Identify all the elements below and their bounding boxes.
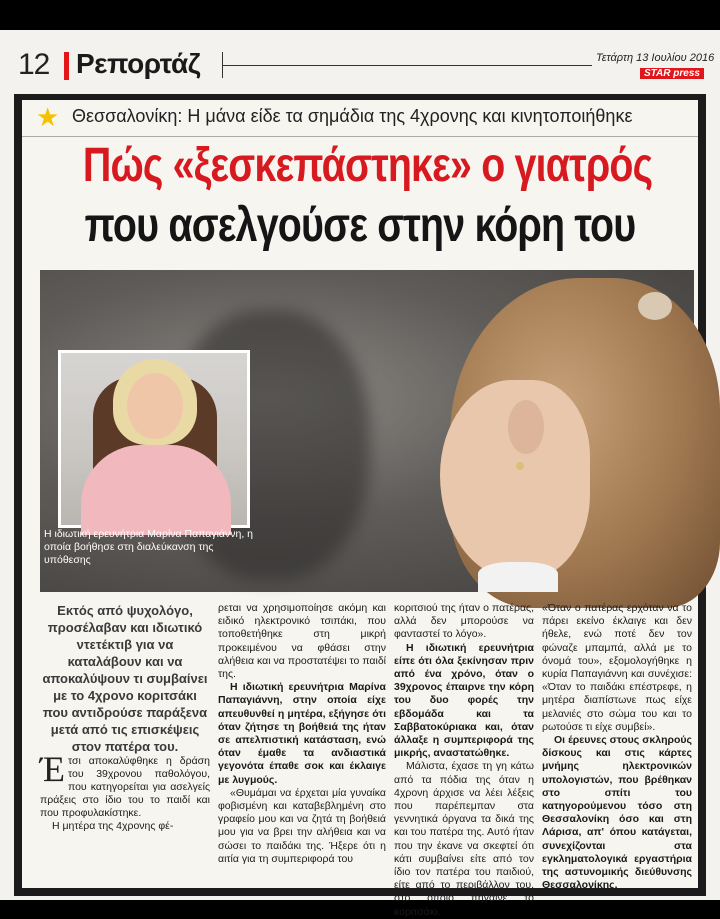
paragraph: Μάλιστα, έχασε τη γη κάτω από τα πόδια της όταν η 4χρονη άρχισε να λέει λέξεις που παρέπεμπαν στα γεννητικά όργανα τα δικά της και του πατέρα της. Αυτό ήταν που την έκανε να σκεφτεί ότι κάτι συμβαίνει είτε από τον ίδιο τον πατέρα του παιδιού, είτε από το περιβάλλον του, στο οποίο πήγαινε το κοριτσάκι. xyxy=(394,760,534,918)
text-column-2 xyxy=(218,602,386,866)
text-column-3 xyxy=(394,602,534,919)
section-marker-bar xyxy=(64,52,69,80)
photo-caption: Η ιδιωτική ερευνήτρια Μαρίνα Παπαγιάννη, η οποία βοήθησε στη διαλεύκανση της υπόθεσης xyxy=(44,528,254,566)
paragraph: «Όταν ο πατέρας ερχόταν να το πάρει εκείνο έκλαιγε και δεν ήθελε, ενώ ποτέ δεν τον φώναζε μπαμπά, αλλά με το όνομά του», εξομολογήθηκε η κυρία Παπαγιάννη και συνέχισε: «Όταν το παιδάκι επέστρεφε, η μητέρα διαπίστωνε πως είχε μελανιές στο σώμα του και το ρωτούσε τι είχε συμβεί». xyxy=(542,602,692,733)
paragraph: ρεται να χρησιμοποίησε ακόμη και ειδικό ηλεκτρονικό τσιπάκι, που τοποθετήθηκε στη μικρή προκειμένου να φθάσει στην αλήθεια και να προστατέψει το παιδί της. xyxy=(218,602,386,681)
text-column-4 xyxy=(542,602,692,892)
drop-cap: Έ xyxy=(40,749,65,789)
page-number: 12 xyxy=(18,48,50,81)
kicker-text: Θεσσαλονίκη: Η μάνα είδε τα σημάδια της 4χρονης και κινητοποιήθηκε xyxy=(72,106,633,126)
publication-brand: STAR press xyxy=(640,68,704,79)
girl-ear xyxy=(508,400,544,454)
portrait-body xyxy=(81,445,231,535)
hair-scrunchie xyxy=(638,292,672,320)
earring xyxy=(516,462,524,470)
newspaper-page xyxy=(0,30,720,918)
opening-text: τσι αποκαλύφθηκε η δράση του 39χρονου παθολόγου, που κατηγορείται για ασελγείς πράξεις στο ίδιο του το παιδί και που προφυλακίστηκε. xyxy=(40,755,210,819)
headline-line-1: Πώς «ξεσκεπάστηκε» ο γιατρός xyxy=(82,139,653,192)
issue-date: Τετάρτη 13 Ιουλίου 2016 xyxy=(596,52,715,64)
paragraph-bold: Οι έρευνες στους σκληρούς δίσκους και στις κάρτες μνήμης ηλεκτρονικών υπολογιστών, που βρέθηκαν στο σπίτι του κατηγορούμενου τόσο στη Θεσσαλονίκη όσο και στη Λάρισα, απ' όπου κατάγεται, συνεχίζονται στα εγκληματολογικά εργαστήρια της αστυνομικής διεύθυνσης Θεσσαλονίκης. xyxy=(542,734,692,892)
star-icon: ★ xyxy=(36,102,60,132)
article-kicker xyxy=(22,100,698,137)
paragraph-bold: Η ιδιωτική ερευνήτρια είπε ότι όλα ξεκίνησαν πριν από ένα χρόνο, όταν ο 39χρονος έπαιρνε την κόρη του δυο φορές την εβδομάδα και τα Σαββατοκύριακα και, όταν άλλαξε η συμπεριφορά της μικρής, αναστατώθηκε. xyxy=(394,641,534,760)
paragraph: «Θυμάμαι να έρχεται μία γυναίκα φοβισμένη και καταβεβλημένη στο γραφείο μου και να ζητά τη βοήθειά μου για να βρει την αλήθεια και να σώσει το παιδάκι της. Ήξερε ότι η αιτία για τη συμπεριφορά του xyxy=(218,786,386,865)
text-column-1 xyxy=(40,602,210,833)
paragraph: Η μητέρα της 4χρονης φέ- xyxy=(52,820,174,832)
opening-paragraph xyxy=(40,749,210,820)
article-frame xyxy=(14,94,706,918)
investigator-portrait xyxy=(58,350,250,528)
article-lead: Εκτός από ψυχολόγο, προσέλαβαν και ιδιωτικό ντετέκτιβ για να καταλάβουν και να αποκαλύψουν τι συμβαίνει με το 4χρονο κοριτσάκι που αντιδρούσε παράξενα μετά από τις επισκέψεις στον πατέρα του. xyxy=(42,603,208,754)
section-title: Ρεπορτάζ xyxy=(76,48,201,79)
article xyxy=(22,100,698,918)
headline-line-2: που ασελγούσε στην κόρη του xyxy=(84,199,636,252)
paragraph-bold: Η ιδιωτική ερευνήτρια Μαρίνα Παπαγιάννη, στην οποία είχε απευθυνθεί η μητέρα, εξήγησε ότι όταν ζήτησε τη βοήθειά της ήταν σε απελπιστική κατάσταση, ενώ όταν έμαθε τα ανδιαστικά γεγονότα έπαθε σοκ και έκλαιγε με λυγμούς. xyxy=(218,681,386,786)
white-collar xyxy=(478,562,558,592)
paragraph: κοριτσιού της ήταν ο πατέρας, αλλά δεν μπορούσε να φανταστεί το λόγο». xyxy=(394,602,534,641)
portrait-face xyxy=(127,373,183,439)
header-rule xyxy=(222,65,592,66)
